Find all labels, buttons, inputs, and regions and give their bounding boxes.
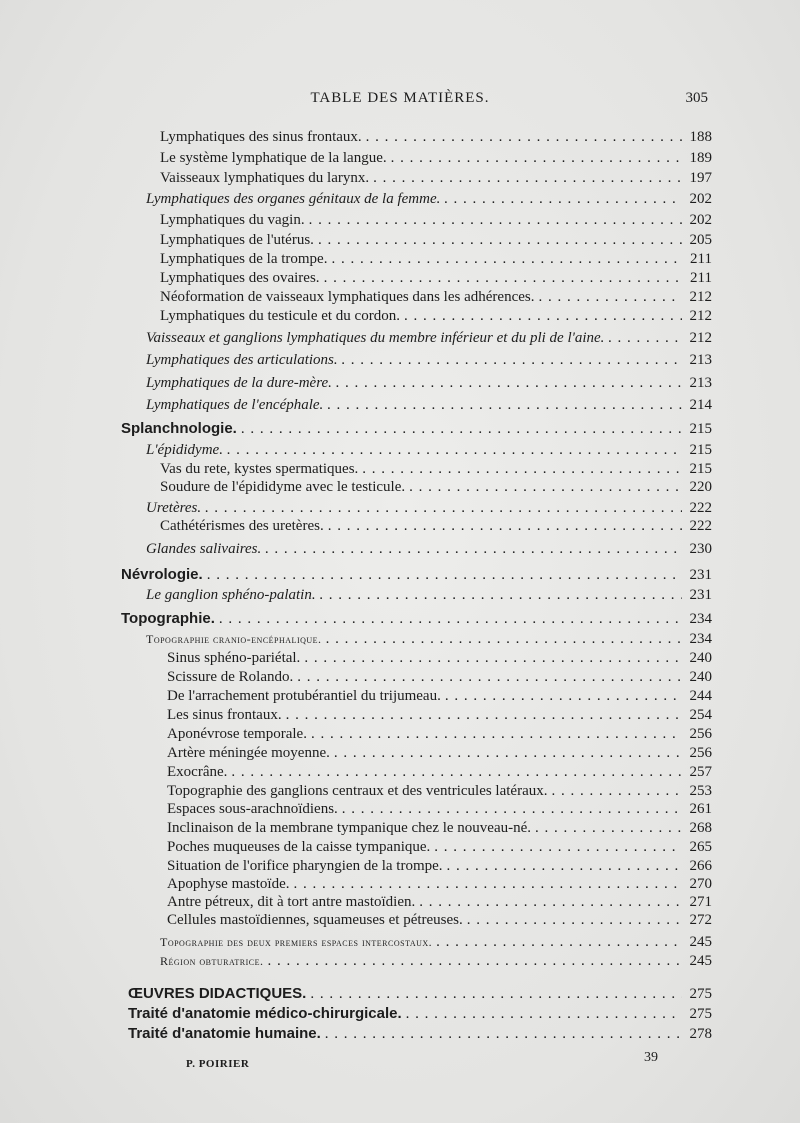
toc-entry: Inclinaison de la membrane tympanique chez le nouveau-né. . . . 268: [167, 820, 712, 837]
toc-entry: Le ganglion sphéno-palatin. . . . 231: [146, 587, 712, 604]
toc-entry: Vaisseaux et ganglions lymphatiques du membre inférieur et du pli de l'aine. . . . 212: [146, 330, 712, 347]
toc-entry: De l'arrachement protubérantiel du trijumeau. . . . 244: [167, 688, 712, 705]
toc-entry: Lymphatiques de l'encéphale. . . . 214: [146, 397, 712, 414]
toc-entry: Cathétérismes des uretères. . . . 222: [160, 518, 712, 535]
toc-entry: Lymphatiques du vagin. . . . 202: [160, 212, 712, 229]
toc-entry: Vas du rete, kystes spermatiques. . . . 215: [160, 461, 712, 478]
toc-entry: Névrologie. . . . 231: [121, 566, 712, 584]
toc-entry: Lymphatiques du testicule et du cordon. . . . 212: [160, 308, 712, 325]
toc-entry: Le système lymphatique de la langue. . . . 189: [160, 150, 712, 167]
toc-entry: Uretères. . . . 222: [146, 500, 712, 517]
toc-entry: Soudure de l'épididyme avec le testicule. . . . 220: [160, 479, 712, 496]
toc-entry: Lymphatiques des ovaires. . . . 211: [160, 270, 712, 287]
toc-entry: Artère méningée moyenne. . . . 256: [167, 745, 712, 762]
toc-entry: Apophyse mastoïde. . . . 270: [167, 876, 712, 893]
toc-entry: Vaisseaux lymphatiques du larynx. . . . 197: [160, 170, 712, 187]
toc-entry: Antre pétreux, dit à tort antre mastoïdien. . . . 271: [167, 894, 712, 911]
running-title: TABLE DES MATIÈRES.: [310, 90, 490, 106]
page-number: 305: [685, 90, 708, 106]
toc-entry: Néoformation de vaisseaux lymphatiques dans les adhérences. . . . 212: [160, 289, 712, 306]
toc-entry: Scissure de Rolando. . . . 240: [167, 669, 712, 686]
toc-entry: Poches muqueuses de la caisse tympanique. . . . 265: [167, 839, 712, 856]
toc-entry: Sinus sphéno-pariétal. . . . 240: [167, 650, 712, 667]
toc-entry: Traité d'anatomie médico-chirurgicale. . . . 275: [128, 1005, 712, 1023]
toc-entry: Topographie des deux premiers espaces intercostaux. . . . 245: [160, 934, 712, 951]
toc-entry: Lymphatiques des organes génitaux de la femme. . . . 202: [146, 191, 712, 208]
signature-mark: 39: [644, 1050, 658, 1065]
toc-entry: Région obturatrice. . . . 245: [160, 953, 712, 970]
toc-entry: Aponévrose temporale. . . . 256: [167, 726, 712, 743]
toc-entry: Lymphatiques des articulations. . . . 213: [146, 352, 712, 369]
toc-entry: Lymphatiques de la dure-mère. . . . 213: [146, 375, 712, 392]
toc-entry: Espaces sous-arachnoïdiens. . . . 261: [167, 801, 712, 818]
toc-entry: ŒUVRES DIDACTIQUES. . . . 275: [128, 985, 712, 1003]
toc-entry: Splanchnologie. . . . 215: [121, 420, 712, 438]
toc-entry: Topographie des ganglions centraux et des ventricules latéraux. . . . 253: [167, 783, 712, 800]
printer-signature-author: P. POIRIER: [186, 1058, 250, 1070]
toc-entry: Topographie cranio-encéphalique. . . . 234: [146, 631, 712, 648]
toc-entry: L'épididyme. . . . 215: [146, 442, 712, 459]
toc-entry: Situation de l'orifice pharyngien de la trompe. . . . 266: [167, 858, 712, 875]
toc-entry: Les sinus frontaux. . . . 254: [167, 707, 712, 724]
toc-entry: Cellules mastoïdiennes, squameuses et pétreuses. . . . 272: [167, 912, 712, 929]
toc-entry: Topographie. . . . 234: [121, 610, 712, 628]
toc-entry: Lymphatiques de l'utérus. . . . 205: [160, 232, 712, 249]
toc-entry: Lymphatiques des sinus frontaux. . . . 188: [160, 129, 712, 146]
toc-entry: Lymphatiques de la trompe. . . . 211: [160, 251, 712, 268]
toc-entry: Exocrâne. . . . 257: [167, 764, 712, 781]
toc-entry: Glandes salivaires. . . . 230: [146, 541, 712, 558]
toc-entry: Traité d'anatomie humaine. . . . 278: [128, 1025, 712, 1043]
